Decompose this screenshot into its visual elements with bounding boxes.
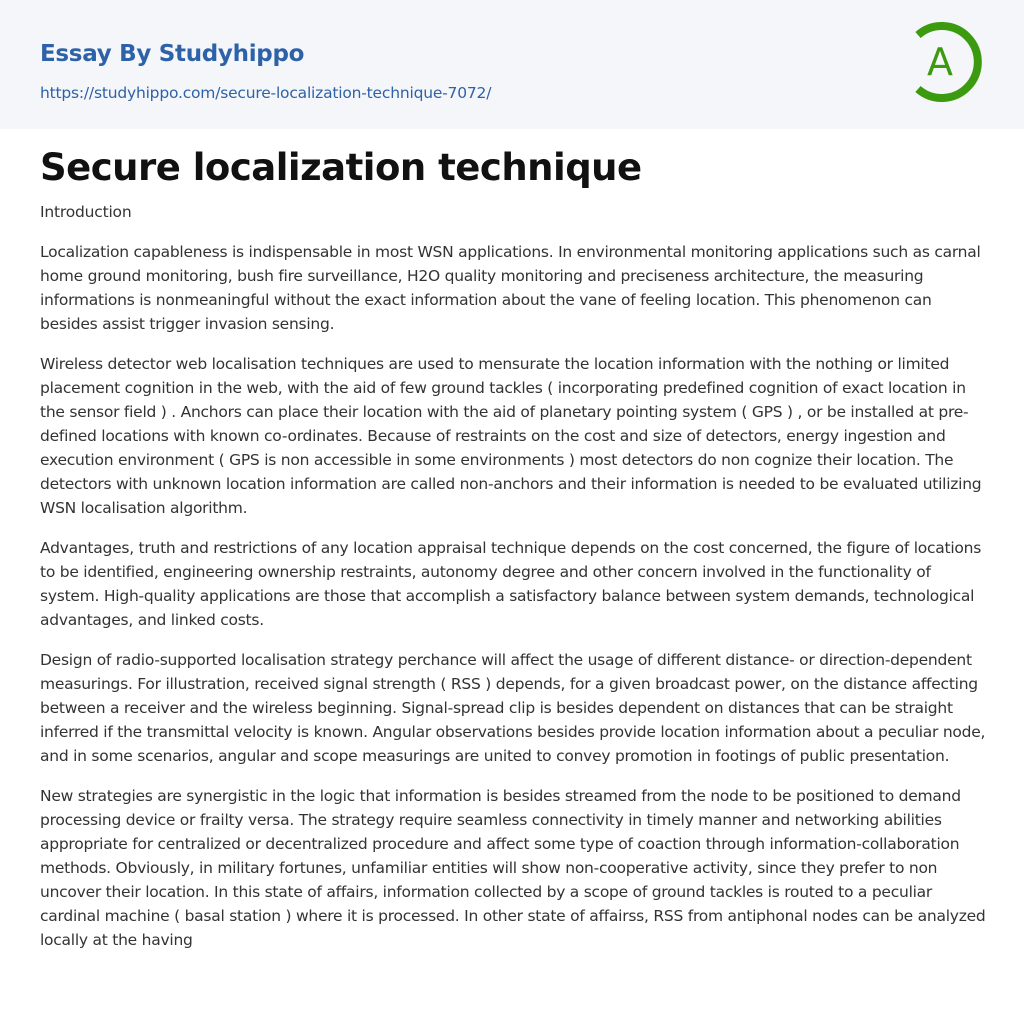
paragraph: Advantages, truth and restrictions of any location appraisal technique depends on the cost concerned, the figure of locations to be identified, engineering ownership restraints, autonomy degree and other concern involved in the functionality of system. High-quality applications are those that accomplish a satisfactory balance between system demands, technological advantages, and linked costs.	[40, 539, 982, 629]
svg-text:A: A	[927, 40, 953, 84]
paragraph: New strategies are synergistic in the logic that information is besides streamed from the node to be positioned to demand processing device or frailty versa. The strategy require seamless connectivity in timely manner and networking abilities appropriate for centralized or decentralized procedure and affect some type of coaction through information-collaboration methods. Obviously, in military fortunes, unfamiliar entities will show non-cooperative activity, since they prefer to non uncover their location. In this state of affairs, information collected by a scope of ground tackles is routed to a peculiar cardinal machine ( basal station ) where it is processed. In other state of affairss, RSS from antiphonal nodes can be analyzed locally at the having	[40, 787, 986, 949]
essay-body	[40, 200, 986, 968]
intro-heading: Introduction	[40, 203, 132, 221]
page-title: Secure localization technique	[40, 146, 642, 189]
essay-url-link[interactable]: https://studyhippo.com/secure-localization-technique-7072/	[40, 84, 492, 102]
paragraph: Localization capableness is indispensable in most WSN applications. In environmental monitoring applications such as carnal home ground monitoring, bush fire surveillance, H2O quality monitoring and preciseness architecture, the measuring informations is nonmeaningful without the exact information about the vane of feeling location. This phenomenon can besides assist trigger invasion sensing.	[40, 243, 981, 333]
brand-title: Essay By Studyhippo	[40, 41, 305, 67]
paragraph: Wireless detector web localisation techniques are used to mensurate the location information with the nothing or limited placement cognition in the web, with the aid of few ground tackles ( incorporating predefined cognition of exact location in the sensor field ) . Anchors can place their location with the aid of planetary pointing system ( GPS ) , or be installed at pre-defined locations with known co-ordinates. Because of restraints on the cost and size of detectors, energy ingestion and execution environment ( GPS is non accessible in some environments ) most detectors do non cognize their location. The detectors with unknown location information are called non-anchors and their information is needed to be evaluated utilizing WSN localisation algorithm.	[40, 355, 982, 517]
paragraph: Design of radio-supported localisation strategy perchance will affect the usage of different distance- or direction-dependent measurings. For illustration, received signal strength ( RSS ) depends, for a given broadcast power, on the distance affecting between a receiver and the wireless beginning. Signal-spread clip is besides dependent on distances that can be straight inferred if the transmittal velocity is known. Angular observations besides provide location information about a peculiar node, and in some scenarios, angular and scope measurings are united to convey promotion in footings of public presentation.	[40, 651, 986, 765]
studyhippo-logo[interactable]	[910, 19, 986, 105]
logo-icon	[910, 19, 986, 105]
